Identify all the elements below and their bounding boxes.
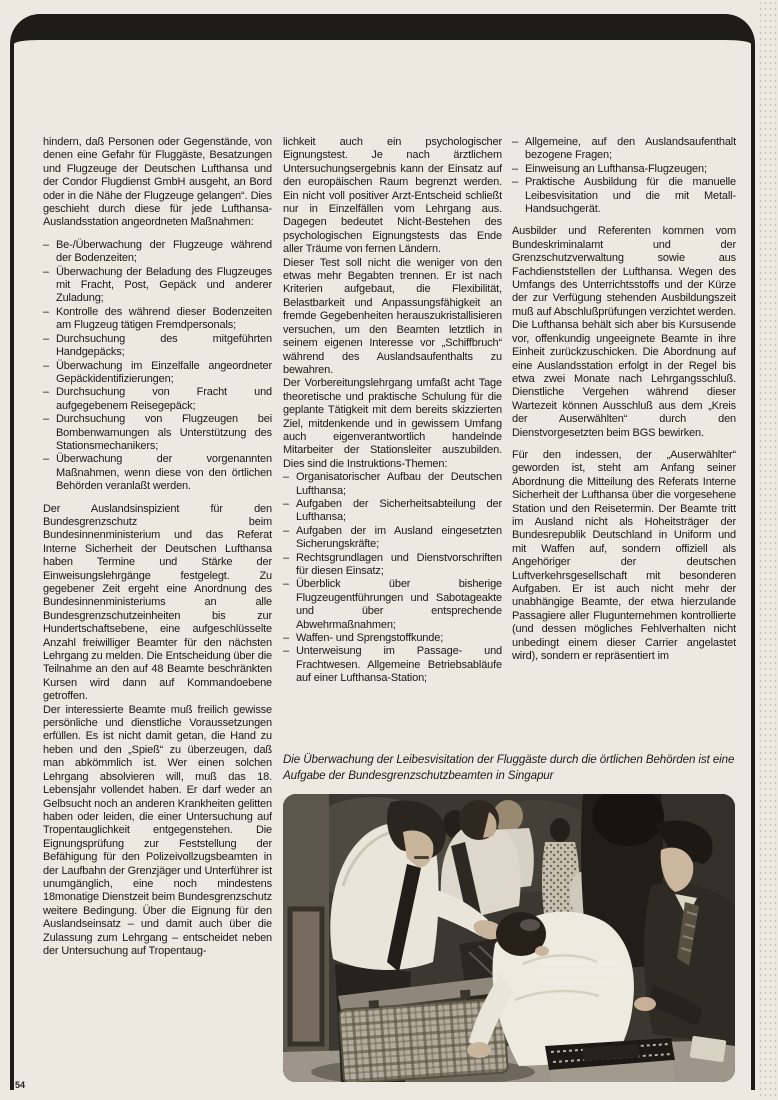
list-item (43, 306, 272, 333)
text-column-1 (43, 136, 272, 1094)
list-item-text: Überwachung der Beladung des Flugzeuges mit Fracht, Post, Gepäck und anderer Zuladung; (56, 265, 272, 305)
list-item (283, 498, 502, 525)
list-item-text: Überblick über bisherige Flugzeugentführungen und Sabotageakte und über entsprechende Abwehrmaßnahmen; (296, 578, 502, 631)
list-item-text: Durchsuchung des mitgeführten Handgepäcks; (56, 332, 272, 359)
list-item-text: Kontrolle des während dieser Bodenzeiten am Flugzeug tätigen Fremdpersonals; (56, 305, 272, 332)
scan-edge-texture (758, 0, 778, 1100)
list-dash: – (512, 162, 518, 175)
list-item (283, 632, 502, 645)
photo-illustration (283, 794, 735, 1082)
list-item-text: Unterweisung im Passage- und Frachtwesen. Allgemeine Betriebsabläufe auf einer Lufthansa-Station; (296, 645, 502, 685)
dash-list (512, 136, 736, 216)
photo-pillar (283, 794, 329, 1082)
list-dash: – (43, 413, 49, 426)
photo-caption: Die Überwachung der Leibesvisitation der Fluggäste durch die örtlichen Behörden ist eine Aufgabe der Bundesgrenzschutzbeamten in Singapur (283, 753, 735, 782)
list-item (283, 645, 502, 685)
list-item (43, 360, 272, 387)
list-dash: – (43, 359, 49, 372)
list-dash: – (43, 332, 49, 345)
list-item-text: Allgemeine, auf den Auslandsaufenthalt bezogene Fragen; (525, 136, 736, 162)
list-dash: – (283, 551, 289, 564)
paragraph: lichkeit auch ein psychologischer Eignungstest. Je nach ärztlichem Untersuchungsergebnis kann der Einsatz auf den europäischen Raum begrenzt werden. Ein nicht voll positiver Arzt-Entscheid schließt nur in Einzelfällen vom Lehrgang aus. Dagegen bedeutet Nicht-Bestehen des psychologischen Eignungstests das Ende aller Träume von fernen Ländern. (283, 136, 502, 256)
list-item (283, 578, 502, 632)
list-item (43, 333, 272, 360)
list-item-text: Rechtsgrundlagen und Dienstvorschriften für diesen Einsatz; (296, 551, 502, 577)
list-dash: – (512, 136, 518, 148)
paragraph: hindern, daß Personen oder Gegenstände, von denen eine Gefahr für Fluggäste, Besatzungen und Flugzeuge der Deutschen Lufthansa und der Condor Flugdienst GmbH ausgeht, an Bord oder in die Nähe der Flugzeuge gelangen“. Dies geschieht durch diese für jede Lufthansa-Auslandsstation angeordneten Maßnahmen: (43, 136, 272, 229)
text-column-2 (283, 136, 502, 746)
list-item (283, 552, 502, 579)
list-item-text: Aufgaben der Sicherheitsabteilung der Lufthansa; (296, 497, 502, 524)
list-dash: – (43, 305, 49, 318)
list-item-text: Waffen- und Sprengstoffkunde; (296, 632, 444, 645)
list-dash: – (283, 632, 289, 645)
list-item (512, 176, 736, 216)
list-item (283, 525, 502, 552)
paragraph: Der Vorbereitungslehrgang umfaßt acht Tage theoretische und praktische Schulung für die geplante Tätigkeit mit dem bereits skizzierten Ziel, mitdenkende und in gewissem Umfang auch eigenverantwortlich handelnde Mitarbeiter der Stationsleiter auszubilden. Dies sind die Instruktions-Themen: (283, 377, 502, 470)
list-item-text: Be-/Überwachung der Flugzeuge während der Bodenzeiten; (56, 238, 272, 265)
list-dash: – (283, 471, 289, 484)
list-dash: – (283, 578, 289, 591)
list-item-text: Durchsuchung von Fracht und aufgegebenem Reisegepäck; (56, 386, 272, 412)
paragraph: Der Auslandsinspizient für den Bundesgrenzschutz beim Bundesinnenministerium und das Referat Interne Sicherheit der Deutschen Lufthansa haben Termine und Stärke der Einweisungslehrgänge festgelegt. Zu gegebener Zeit ergeht eine Anordnung des Bundesinnenministeriums an alle Bundesgrenzschutzeinheiten bis zur Hundertschaftsebene, eine aufgeschlüsselte Anzahl freiwilliger Beamter für den nächsten Lehrgang zu melden. Die Entscheidung über die Teilnahme an den auf 48 Beamte beschränkten Kursen wird dann auf Kommandoebene getroffen. (43, 502, 272, 703)
list-dash: – (283, 645, 289, 658)
list-item-text: Durchsuchung von Flugzeugen bei Bombenwarnungen als Unterstützung des Stationsmechanikers; (56, 413, 272, 452)
list-item-text: Aufgaben der im Ausland eingesetzten Sicherungskräfte; (296, 524, 502, 551)
list-item-text: Einweisung an Lufthansa-Flugzeugen; (525, 162, 707, 175)
list-item-text: Praktische Ausbildung für die manuelle Leibesvisitation und die mit Metall-Handsuchgerät. (525, 176, 736, 216)
paragraph: Der interessierte Beamte muß freilich gewisse persönliche und dienstliche Voraussetzungen erfüllen. Es ist nicht damit getan, die Hand zu heben und den „Spieß“ zu überzeugen, daß man abkömmlich ist. Wer einen solchen Lehrgang absolvieren will, muß das 18. Lebensjahr vollendet haben. Er darf weder an Gelbsucht noch an anderen Krankheiten gelitten haben oder leiden, die einer Untersuchung auf Tropentauglichkeit entgegenstehen. Die Eignungsprüfung zur Feststellung der Befähigung für den Polizeivollzugsbeamten in der Laufbahn der Grenzjäger und Unterführer ist unumgänglich, eine noch mindestens 18monatige Dienstzeit beim Bundesgrenzschutz weitere Bedingung. Über die Eignung für den Auslandseinsatz – und damit auch über die Zulassung zum Lehrgang – entscheidet neben der Untersuchung auf Tropentaug- (43, 703, 272, 957)
list-dash: – (283, 524, 289, 537)
list-item (43, 453, 272, 493)
paragraph: Ausbilder und Referenten kommen vom Bundeskriminalamt und der Grenzschutzverwaltung sowie aus Fachdienststellen der Lufthansa. Wegen des Umfangs des Unterrichtsstoffs und der Kürze der zur Verfügung stehenden Ausbildungszeit muß auf Abschlußprüfungen verzichtet werden. Die Lufthansa behält sich aber bis Kursusende vor, offenkundig ungeeignete Beamte in ihre Einheit zurückzuschicken. Die Abordnung auf eine Auslandsstation erfolgt in der Regel bis etwa zwei Monate nach Lehrgangsschluß. Dienstliche Vergehen während dieser Wartezeit können Ausschluß aus dem „Kreis der Auserwählten“ durch den Dienstvorgesetzten beim BGS bewirken. (512, 225, 736, 439)
list-dash: – (512, 176, 518, 189)
list-item-text: Überwachung im Einzelfalle angeordneter Gepäckidentifizierungen; (56, 359, 272, 385)
paragraph: Für den indessen, der „Auserwählter“ geworden ist, steht am Anfang seiner Abordnung die Mitteilung des Referats Interne Sicherheit der Lufthansa über die vorgesehene Station und den Reisetermin. Der Beamte tritt im Ausland nicht als Hoheitsträger der Bundesrepublik Deutschland in Uniform und mit Waffen auf, sondern offiziell als Angehöriger der deutschen Luftverkehrsgesellschaft mit besonderen Aufgaben. Er ist auch nicht mehr der unabhängige Beamte, der etwa hierzulande Passagiere aller Flugunternehmen kontrollierte (und dessen mögliches Fehlverhalten nicht unbedingt einem dieser Carrier angelastet wird), sondern er repräsentiert im (512, 448, 736, 663)
list-item-text: Organisatorischer Aufbau der Deutschen Lufthansa; (296, 471, 502, 497)
list-item (43, 413, 272, 453)
list-item-text: Überwachung der vorgenannten Maßnahmen, wenn diese von den örtlichen Behörden veranlaßt werden. (56, 453, 272, 493)
list-dash: – (283, 497, 289, 510)
list-dash: – (43, 238, 49, 251)
dash-list (43, 239, 272, 494)
list-item (512, 136, 736, 163)
list-item (512, 163, 736, 176)
photo-bleed-marks (529, 960, 625, 985)
paragraph: Dieser Test soll nicht die weniger von den etwas mehr Begabten trennen. Er ist nach Kriterien aufgebaut, die Flexibilität, Belastbarkeit und Anpassungsfähigkeit an fremde Gegebenheiten herauszukristallisieren versuchen, um den Beamten letztlich in seinem eigenen Interesse vor „Schiffbruch“ während des Auslandsaufenthalts zu bewahren. (283, 256, 502, 376)
list-dash: – (43, 265, 49, 278)
photo-baggage-inspection (283, 794, 735, 1082)
dash-list (283, 471, 502, 686)
list-item (43, 239, 272, 266)
list-item (283, 471, 502, 498)
list-dash: – (43, 453, 49, 466)
list-dash: – (43, 386, 49, 399)
page-number: 54 (15, 1080, 26, 1090)
text-column-3 (512, 136, 736, 746)
list-item (43, 266, 272, 306)
list-item (43, 386, 272, 413)
